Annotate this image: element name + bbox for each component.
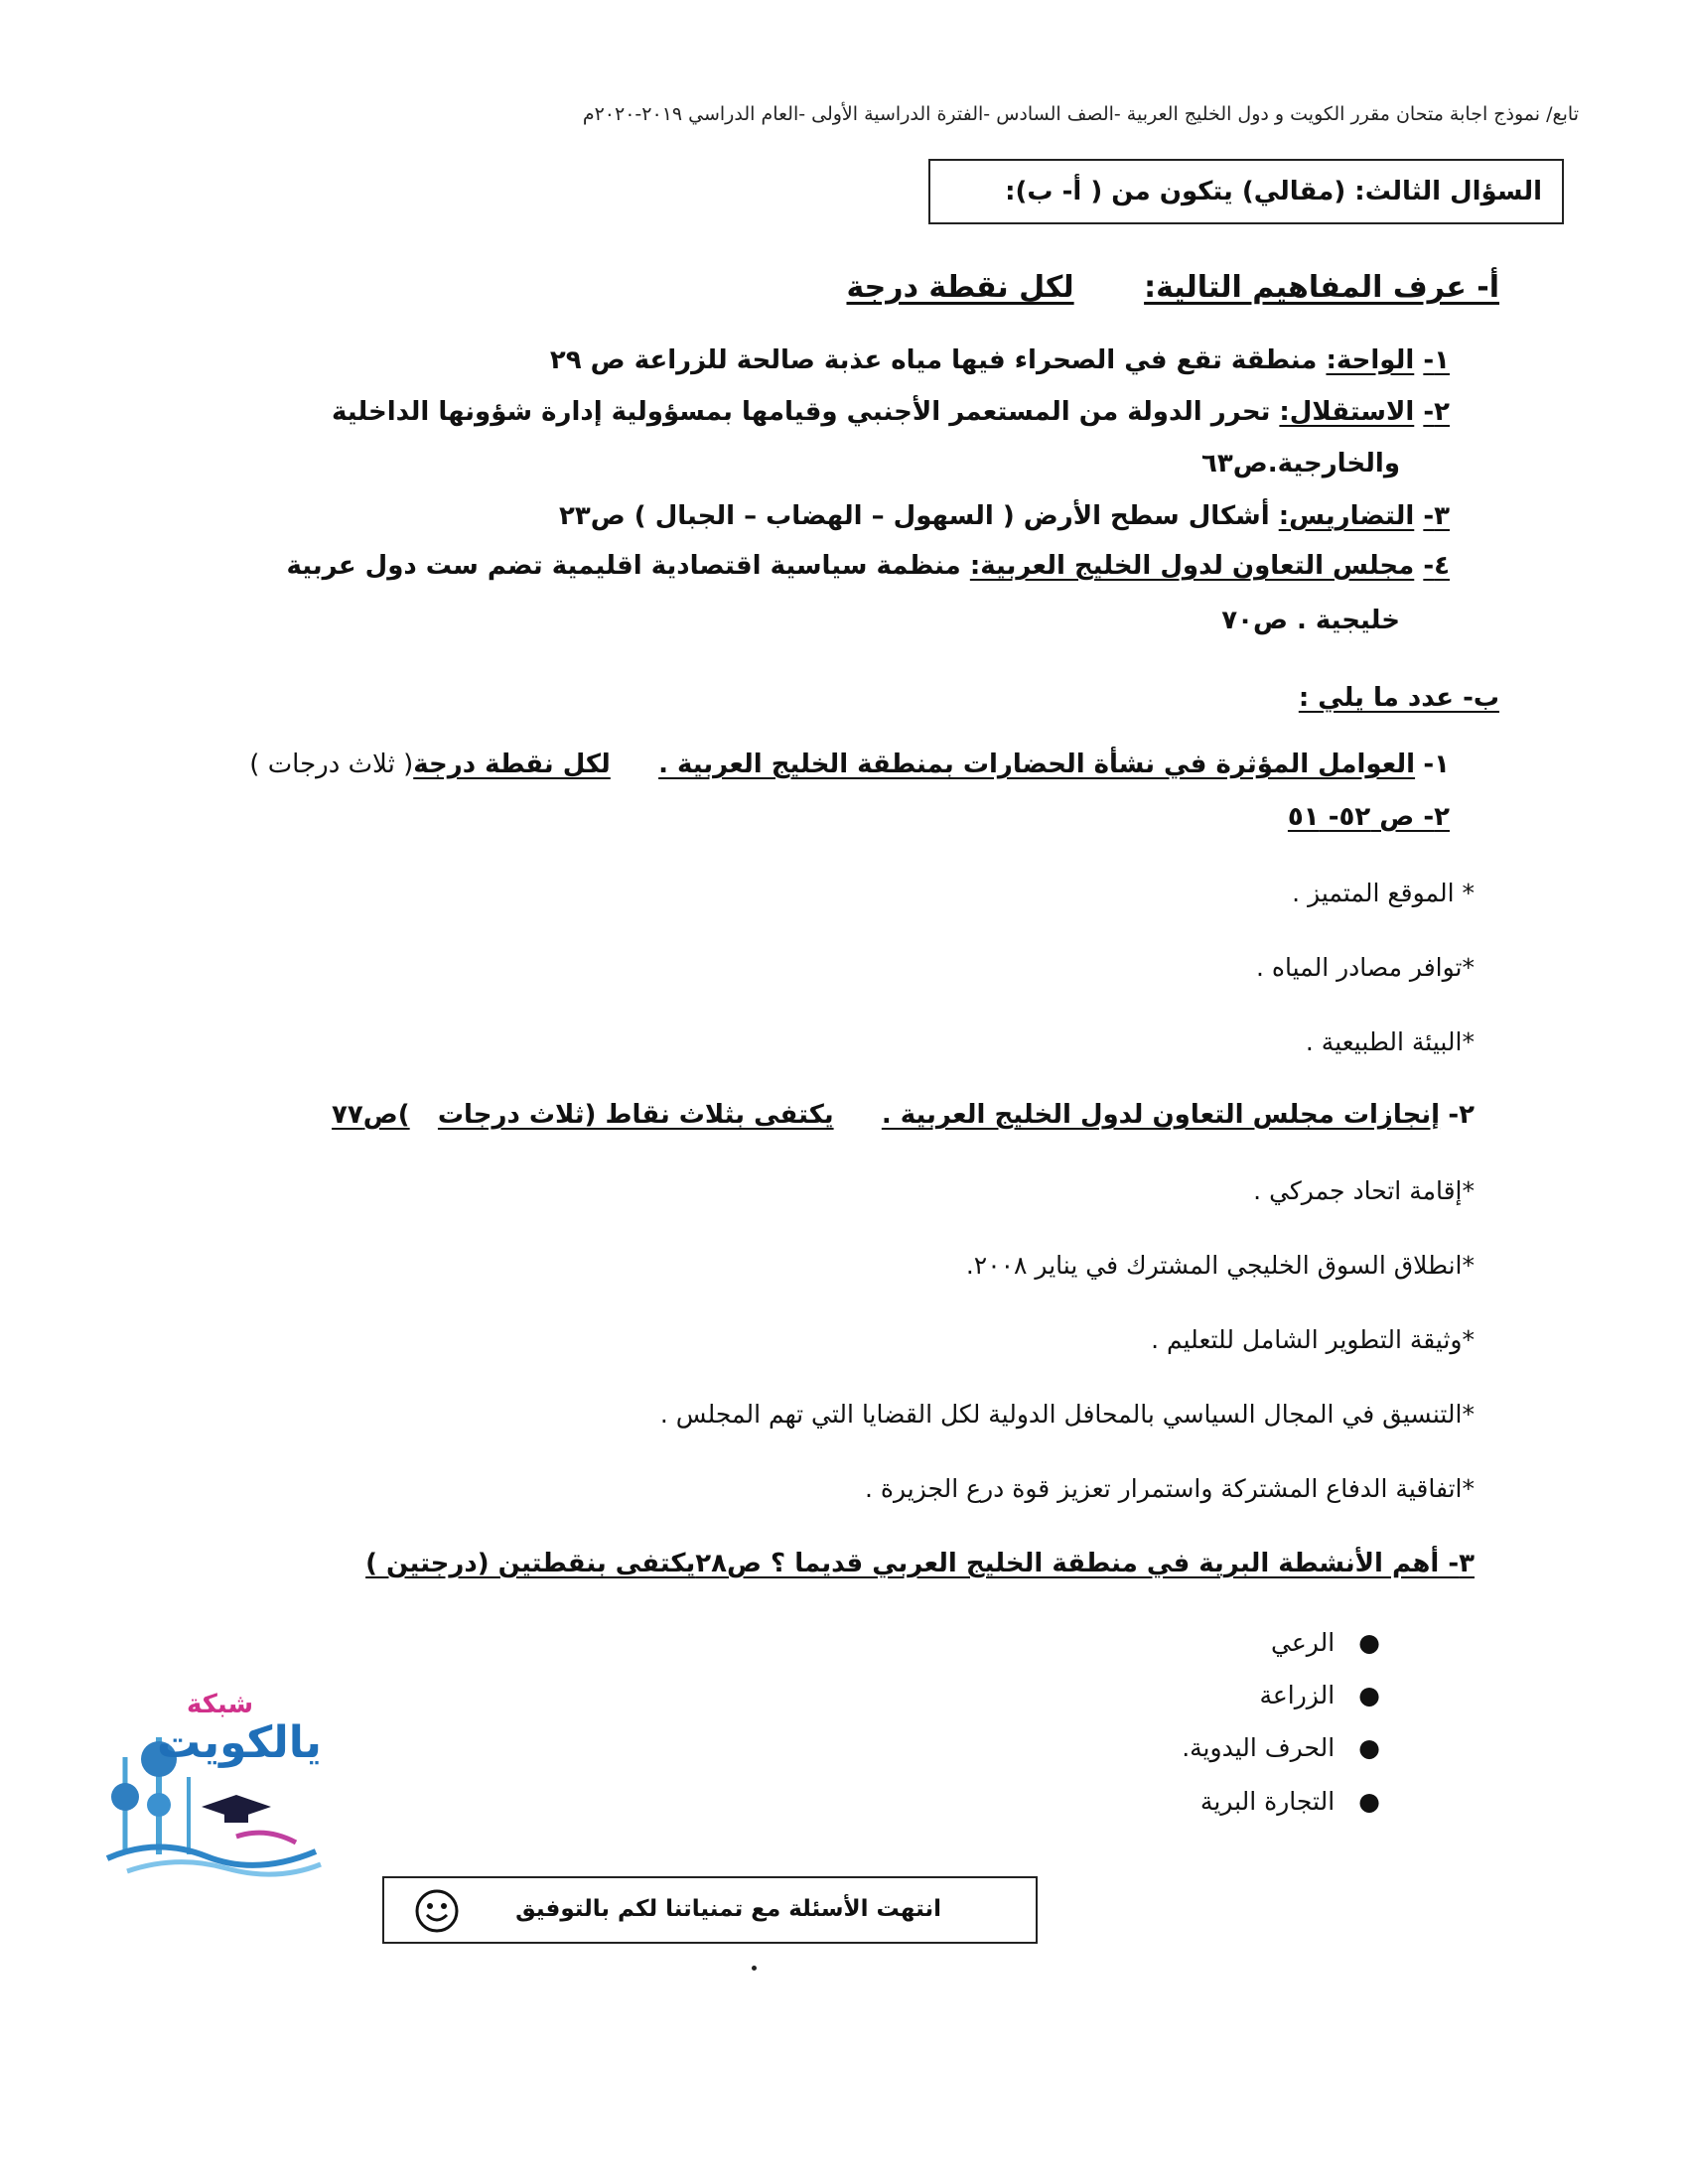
list-item: *إقامة اتحاد جمركي . bbox=[1253, 1176, 1475, 1205]
q2-title: إنجازات مجلس التعاون لدول الخليج العربية . bbox=[881, 1100, 1441, 1130]
q1-pages: ٢- ص ٥٢- ٥١ bbox=[1287, 802, 1450, 832]
list-item: *البيئة الطبيعية . bbox=[1305, 1027, 1475, 1056]
list-item: ●التجارة البرية bbox=[1199, 1787, 1380, 1816]
page-header: تابع/ نموذج اجابة متحان مقرر الكويت و دول الخليج العربية -الصف السادس -الفترة الدراسية الأولى -العام الدراسي ٢٠١٩-٢٠٢٠م bbox=[582, 103, 1579, 125]
smiley-icon bbox=[414, 1888, 460, 1934]
q1-title: العوامل المؤثرة في نشأة الحضارات بمنطقة الخليج العربية . bbox=[658, 750, 1416, 779]
page-mark bbox=[752, 1966, 757, 1971]
part-a-heading bbox=[846, 270, 1499, 305]
list-item: *وثيقة التطوير الشامل للتعليم . bbox=[1151, 1325, 1475, 1354]
q2-points: يكتفى بثلاث نقاط (ثلاث درجات bbox=[437, 1100, 834, 1130]
list-item: *توافر مصادر المياه . bbox=[1255, 953, 1475, 982]
list-item: * الموقع المتميز . bbox=[1292, 879, 1475, 907]
logo-main-text: يالكويت bbox=[157, 1717, 322, 1768]
q2-page: )ص٧٧ bbox=[332, 1100, 410, 1130]
list-item: ●الرعي bbox=[1271, 1628, 1380, 1657]
site-logo bbox=[97, 1688, 336, 1886]
definition-term: مجلس التعاون لدول الخليج العربية: bbox=[969, 551, 1415, 581]
closing-box bbox=[382, 1876, 1038, 1944]
part-b-heading: ب- عدد ما يلي : bbox=[1298, 683, 1499, 713]
list-item: ●الزراعة bbox=[1259, 1681, 1380, 1709]
q1-heading: ١- العوامل المؤثرة في نشأة الحضارات بمنطقة الخليج العربية . لكل نقطة درجة( ثلاث درجات ) bbox=[249, 750, 1450, 779]
definition-4-cont: خليجية . ص٧٠ bbox=[1221, 606, 1400, 635]
bullet-dot: ● bbox=[1358, 1681, 1380, 1709]
bullet-dot: ● bbox=[1358, 1628, 1380, 1657]
definition-2: ٢- الاستقلال: تحرر الدولة من المستعمر الأجنبي وقيامها بمسؤولية إدارة شؤونها الداخلية bbox=[331, 397, 1450, 427]
definition-4: ٤- مجلس التعاون لدول الخليج العربية: منظمة سياسية اقتصادية اقليمية تضم ست دول عربية bbox=[286, 551, 1450, 581]
definition-term: الواحة: bbox=[1326, 345, 1415, 375]
question-title-box bbox=[928, 159, 1564, 224]
logo-top-text: شبكة bbox=[187, 1690, 254, 1719]
closing-text: انتهت الأسئلة مع تمنياتنا لكم بالتوفيق bbox=[515, 1896, 941, 1922]
list-item: *اتفاقية الدفاع المشتركة واستمرار تعزيز قوة درع الجزيرة . bbox=[865, 1474, 1475, 1503]
definition-2-cont: والخارجية.ص٦٣ bbox=[1200, 449, 1400, 478]
list-item: ●الحرف اليدوية. bbox=[1182, 1733, 1380, 1762]
list-item: *التنسيق في المجال السياسي بالمحافل الدولية لكل القضايا التي تهم المجلس . bbox=[659, 1400, 1475, 1429]
q1-points: لكل نقطة درجة bbox=[413, 750, 611, 779]
q2-heading: ٢- إنجازات مجلس التعاون لدول الخليج العربية . يكتفى بثلاث نقاط (ثلاث درجات )ص٧٧ bbox=[332, 1100, 1475, 1130]
q1-paren: ( ثلاث درجات ) bbox=[249, 750, 414, 779]
part-a-points: لكل نقطة درجة bbox=[846, 270, 1074, 305]
question-title: السؤال الثالث: (مقالي) يتكون من ( أ- ب): bbox=[1005, 177, 1542, 206]
bullet-dot: ● bbox=[1358, 1733, 1380, 1762]
part-a-label: أ- عرف المفاهيم التالية: bbox=[1144, 270, 1499, 305]
bullet-dot: ● bbox=[1358, 1787, 1380, 1816]
definition-3: ٣- التضاريس: أشكال سطح الأرض ( السهول – الهضاب – الجبال ) ص٢٣ bbox=[559, 501, 1450, 531]
list-item: *انطلاق السوق الخليجي المشترك في يناير ٢٠٠٨. bbox=[965, 1251, 1475, 1280]
q3-heading: ٣- أهم الأنشطة البرية في منطقة الخليج العربي قديما ؟ ص٢٨يكتفى بنقطتين (درجتين ) bbox=[365, 1549, 1475, 1578]
definition-term: الاستقلال: bbox=[1279, 397, 1415, 427]
definition-term: التضاريس: bbox=[1278, 501, 1415, 531]
definition-1: ١- الواحة: منطقة تقع في الصحراء فيها مياه عذبة صالحة للزراعة ص ٢٩ bbox=[549, 345, 1450, 375]
